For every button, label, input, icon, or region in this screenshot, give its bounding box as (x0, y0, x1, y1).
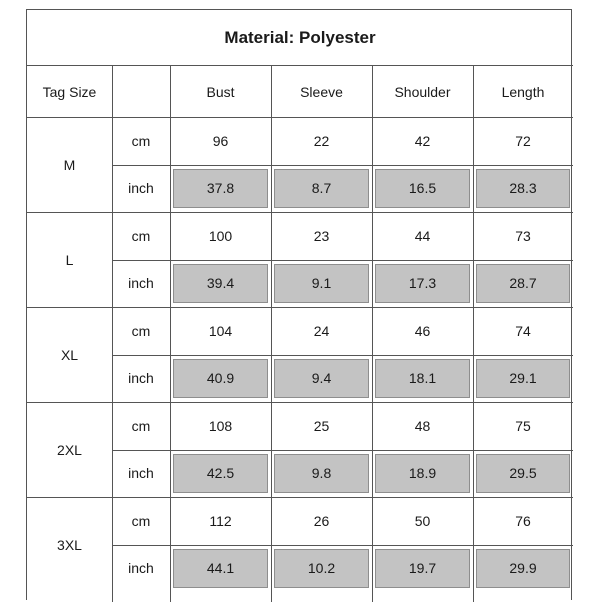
cm-value-cell: 48 (414, 417, 431, 434)
inch-value-cell: 28.3 (476, 169, 570, 209)
cm-value-cell: 112 (209, 512, 232, 529)
tag-size-header: Tag Size (42, 83, 97, 100)
tag-size-2xl: 2XL (57, 441, 82, 458)
inch-value-cell: 9.8 (274, 454, 369, 494)
cm-value-cell: 72 (515, 132, 531, 149)
inch-value-cell: 8.7 (274, 169, 369, 209)
inch-value-cell: 9.4 (274, 359, 369, 399)
inch-value-cell: 19.7 (375, 549, 470, 589)
unit-label-inch: inch (128, 560, 154, 577)
unit-row-divider (112, 355, 573, 356)
inch-value-cell: 18.9 (375, 454, 470, 494)
cm-value-cell: 76 (515, 512, 531, 529)
unit-row-divider (112, 450, 573, 451)
tag-size-m: M (63, 156, 76, 173)
cm-value-cell: 26 (313, 512, 330, 529)
size-chart (26, 9, 572, 600)
chart-title: Material: Polyester (27, 10, 573, 66)
inch-value-cell: 42.5 (173, 454, 268, 494)
unit-label-cm: cm (131, 227, 151, 244)
cm-value-cell: 23 (313, 227, 330, 244)
cm-value-cell: 74 (515, 322, 531, 339)
cm-value-cell: 100 (208, 227, 233, 244)
unit-label-inch: inch (128, 465, 154, 482)
cm-value-cell: 44 (414, 227, 431, 244)
cm-value-cell: 22 (313, 132, 330, 149)
inch-value-cell: 37.8 (173, 169, 268, 209)
cm-value-cell: 96 (212, 132, 229, 149)
cm-value-cell: 104 (208, 322, 233, 339)
cm-value-cell: 73 (515, 227, 531, 244)
unit-label-cm: cm (131, 512, 151, 529)
column-divider (372, 66, 373, 602)
inch-value-cell: 18.1 (375, 359, 470, 399)
unit-label-cm: cm (131, 417, 151, 434)
unit-label-inch: inch (128, 180, 154, 197)
cm-value-cell: 75 (515, 417, 531, 434)
column-divider (112, 66, 113, 602)
column-header-shoulder: Shoulder (394, 83, 451, 100)
column-divider (170, 66, 171, 602)
tag-size-l: L (65, 251, 74, 268)
unit-label-inch: inch (128, 275, 154, 292)
inch-value-cell: 40.9 (173, 359, 268, 399)
inch-value-cell: 28.7 (476, 264, 570, 304)
unit-label-inch: inch (128, 370, 154, 387)
unit-row-divider (112, 260, 573, 261)
cm-value-cell: 50 (414, 512, 431, 529)
unit-row-divider (112, 165, 573, 166)
cm-value-cell: 108 (208, 417, 233, 434)
tag-size-xl: XL (60, 346, 79, 363)
column-divider (271, 66, 272, 602)
inch-value-cell: 16.5 (375, 169, 470, 209)
column-header-sleeve: Sleeve (300, 83, 343, 100)
inch-value-cell: 29.9 (476, 549, 570, 589)
inch-value-cell: 10.2 (274, 549, 369, 589)
inch-value-cell: 39.4 (173, 264, 268, 304)
inch-value-cell: 29.1 (476, 359, 570, 399)
unit-label-cm: cm (131, 322, 151, 339)
column-header-bust: Bust (206, 83, 235, 100)
inch-value-cell: 29.5 (476, 454, 570, 494)
tag-size-3xl: 3XL (57, 536, 82, 553)
inch-value-cell: 9.1 (274, 264, 369, 304)
cm-value-cell: 24 (313, 322, 330, 339)
inch-value-cell: 44.1 (173, 549, 268, 589)
column-header-length: Length (501, 83, 545, 100)
column-divider (473, 66, 474, 602)
inch-value-cell: 17.3 (375, 264, 470, 304)
cm-value-cell: 46 (414, 322, 431, 339)
unit-label-cm: cm (131, 132, 151, 149)
unit-row-divider (112, 545, 573, 546)
cm-value-cell: 25 (313, 417, 330, 434)
cm-value-cell: 42 (414, 132, 431, 149)
